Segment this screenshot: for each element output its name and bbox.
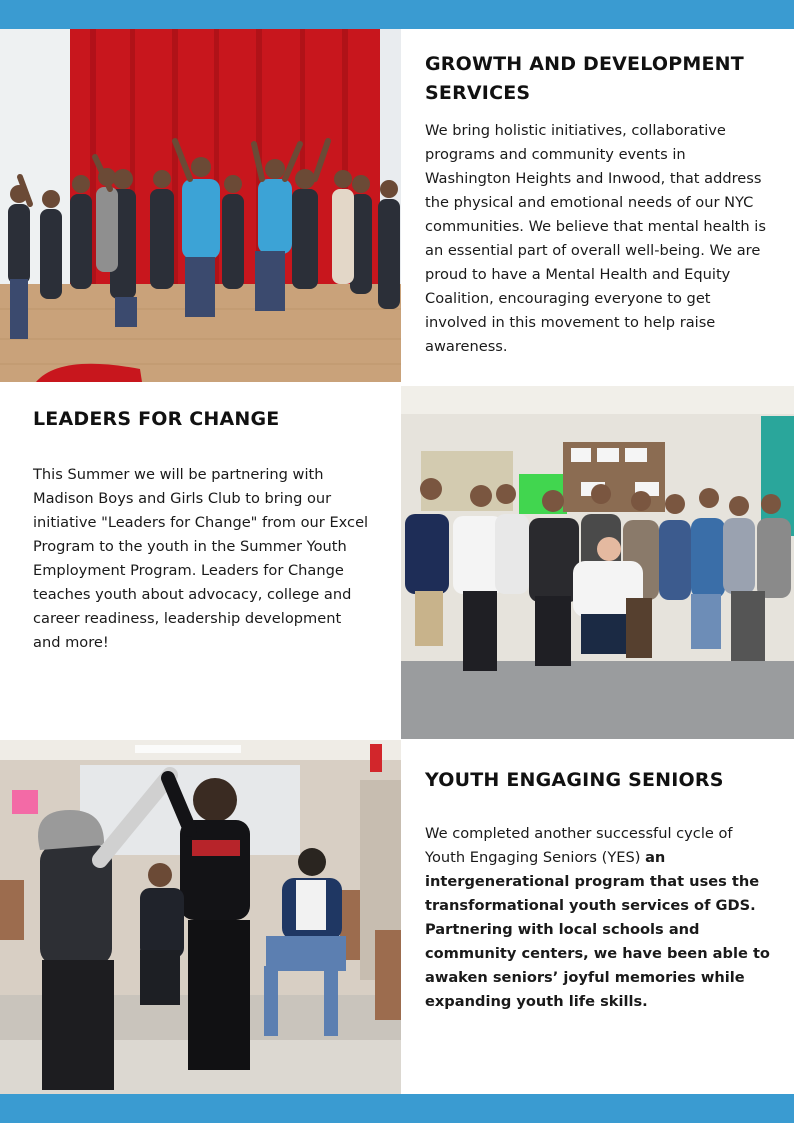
growth-development-section — [425, 50, 770, 359]
seniors-body-regular: We completed another successful cycle of Youth Engaging Seniors (YES) — [425, 825, 733, 866]
group-photo-red-curtain — [0, 29, 401, 382]
leaders-for-change-section — [33, 405, 373, 655]
group-photo-icon — [0, 740, 401, 1094]
top-accent-band — [0, 0, 794, 29]
bottom-accent-band — [0, 1094, 794, 1123]
group-photo-icon — [401, 386, 794, 739]
seniors-body-bold: an intergenerational program that uses the transformational youth services of GDS. Partnering with local schools and community centers, we have been able to awaken seniors’ joyful memories while expanding youth life skills. — [425, 849, 770, 1010]
youth-engaging-seniors-section — [425, 766, 770, 1014]
group-photo-icon — [0, 29, 401, 382]
youth-engaging-seniors-body — [425, 822, 770, 1014]
group-photo-classroom — [401, 386, 794, 739]
leaders-for-change-title: LEADERS FOR CHANGE — [33, 408, 280, 430]
growth-development-title: GROWTH AND DEVELOPMENT SERVICES — [425, 53, 744, 104]
growth-development-body: We bring holistic initiatives, collaborative programs and community events in Washington Heights and Inwood, that address the physical and emotional needs of our NYC communities. We believe that mental health is an essential part of overall well-being. We are proud to have a Mental Health and Equity Coalition, encouraging everyone to get involved in this movement to help raise awareness. — [425, 122, 766, 355]
leaders-for-change-body: This Summer we will be partnering with Madison Boys and Girls Club to bring our initiative "Leaders for Change" from our Excel Program to the youth in the Summer Youth Employment Program. Leaders for Change teaches youth about advocacy, college and career readiness, leadership development and more! — [33, 466, 369, 651]
youth-engaging-seniors-title: YOUTH ENGAGING SENIORS — [425, 769, 724, 791]
group-photo-high-five — [0, 740, 401, 1094]
